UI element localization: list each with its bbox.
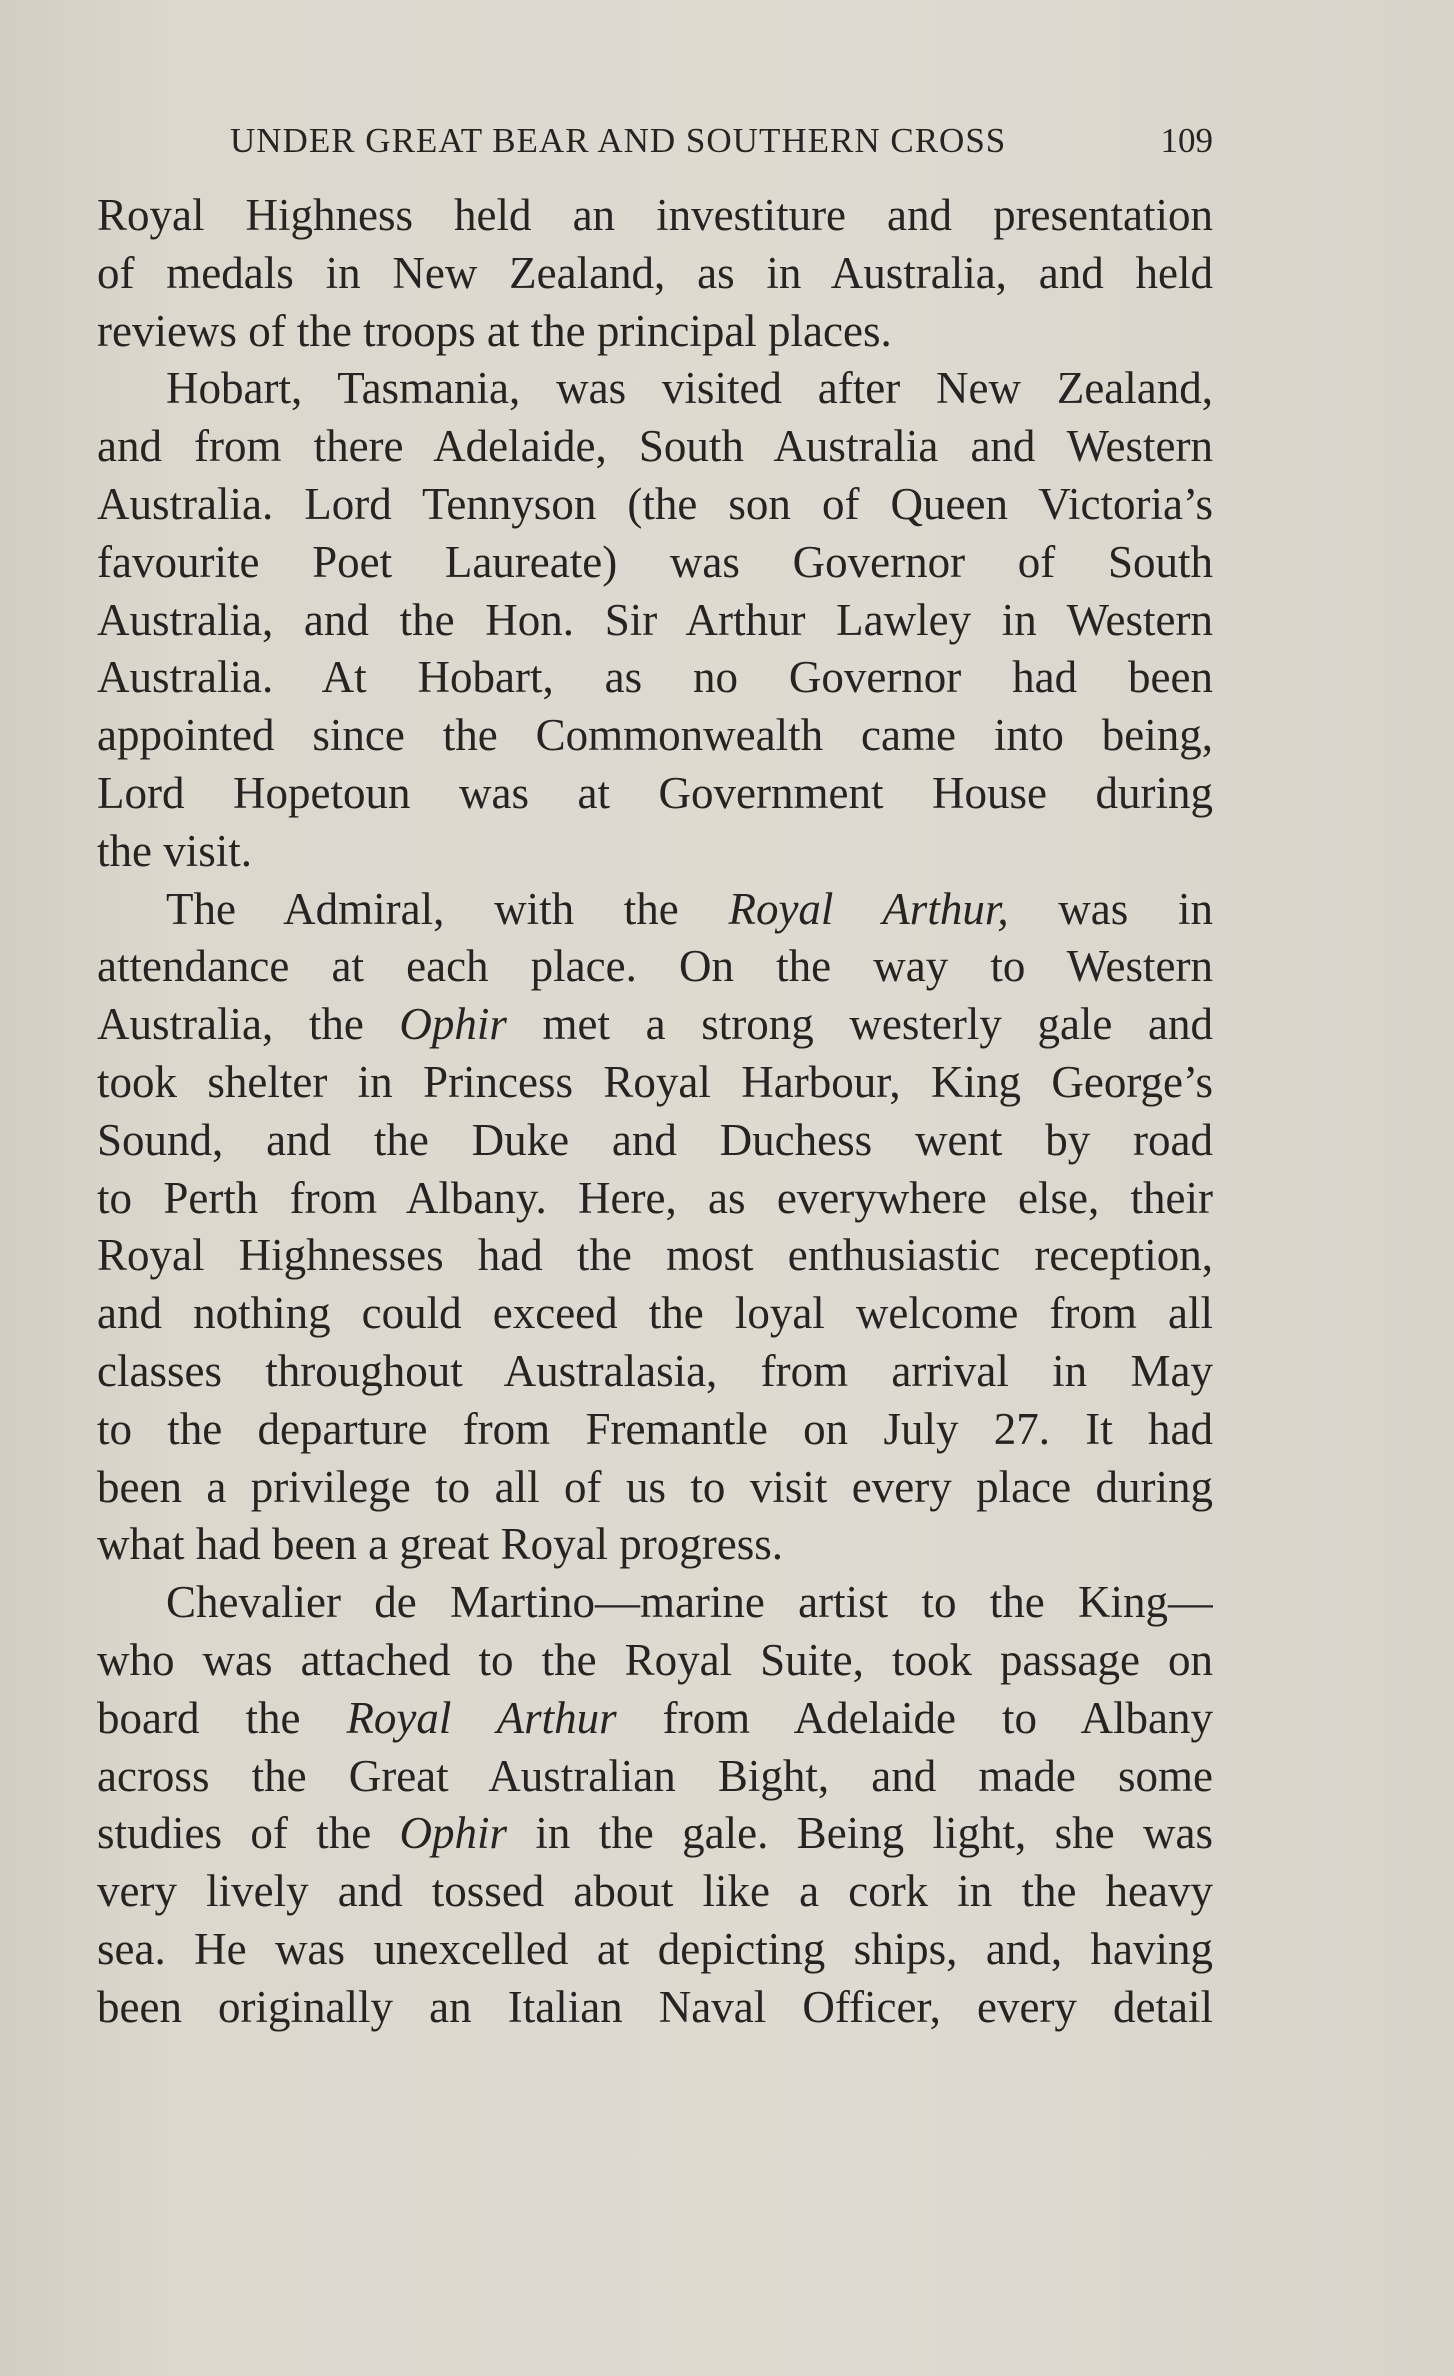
paragraph [97,1574,1213,2036]
text-segment: Chevalier de Martino—marine artist to the King— [166,1577,1213,1628]
text-segment: appointed since the Commonwealth came into being, [97,710,1213,761]
text-line [97,476,1213,534]
text-segment: been a privilege to all of us to visit every place during [97,1461,1213,1512]
text-line [97,1574,1213,1632]
text-segment: to Perth from Albany. Here, as everywhere else, their [97,1172,1213,1223]
text-line [97,765,1213,823]
text-segment: been originally an Italian Naval Officer, every detail [97,1981,1213,2032]
running-title: UNDER GREAT BEAR AND SOUTHERN CROSS [230,121,1007,160]
text-line [97,1863,1213,1921]
text-segment: Australia, and the Hon. Sir Arthur Lawley in Western [97,594,1213,645]
text-segment: Lord Hopetoun was at Government House during [97,767,1213,818]
text-segment: classes throughout Australasia, from arrival in May [97,1345,1213,1396]
text-segment: met a strong westerly gale and [506,999,1213,1050]
running-head [230,118,1213,164]
text-segment: in the gale. Being light, she was [507,1808,1213,1859]
text-segment: sea. He was unexcelled at depicting ships, and, having [97,1923,1213,1974]
text-segment: and nothing could exceed the loyal welcome from all [97,1288,1213,1339]
text-line [97,1459,1213,1517]
text-line [97,1112,1213,1170]
italic-text: Ophir [399,1808,508,1859]
text-line [97,1805,1213,1863]
text-segment: studies of the [97,1808,400,1859]
text-segment: and from there Adelaide, South Australia and Western [97,421,1213,472]
text-line [97,592,1213,650]
text-line [97,938,1213,996]
italic-text: Royal Arthur, [728,883,1009,934]
text-line [97,1748,1213,1806]
text-segment: Sound, and the Duke and Duchess went by road [97,1114,1213,1165]
text-line [97,1979,1213,2037]
text-segment: to the departure from Fremantle on July 27. It had [97,1403,1213,1454]
text-line [97,1054,1213,1112]
text-segment: across the Great Australian Bight, and made some [97,1750,1213,1801]
text-segment: was in [1008,883,1213,934]
text-segment: what had been a great Royal progress. [97,1519,784,1570]
text-line [97,1401,1213,1459]
text-segment: The Admiral, with the [166,883,729,934]
text-line [97,823,1213,881]
text-segment: Australia. At Hobart, as no Governor had been [97,652,1213,703]
text-line [97,996,1213,1054]
italic-text: Ophir [399,999,507,1050]
text-segment: very lively and tossed about like a cork in the heavy [97,1866,1213,1917]
text-segment: reviews of the troops at the principal places. [97,305,892,356]
text-segment: took shelter in Princess Royal Harbour, King George’s [97,1056,1213,1107]
paragraph [97,360,1213,880]
text-line [97,303,1213,361]
text-line [97,418,1213,476]
text-segment: Australia. Lord Tennyson (the son of Queen Victoria’s [97,478,1213,529]
text-line [97,1921,1213,1979]
text-segment: Australia, the [97,999,400,1050]
text-segment: the visit. [97,825,252,876]
text-segment: of medals in New Zealand, as in Australia, and held [97,247,1213,298]
text-line [97,1516,1213,1574]
text-line [97,534,1213,592]
text-segment: Royal Highness held an investiture and presentation [97,190,1213,240]
text-line [97,881,1213,939]
paragraph [97,187,1213,360]
text-line [97,360,1213,418]
text-segment: who was attached to the Royal Suite, took passage on [97,1634,1213,1685]
text-line [97,707,1213,765]
page-number: 109 [1160,121,1213,160]
text-line [97,1285,1213,1343]
text-line [97,1170,1213,1228]
text-segment: Hobart, Tasmania, was visited after New Zealand, [166,363,1213,414]
text-line [97,1632,1213,1690]
italic-text: Royal Arthur [346,1692,617,1743]
text-line [97,187,1213,245]
text-line [97,1227,1213,1285]
body-text [97,187,1213,2037]
text-segment: from Adelaide to Albany [616,1692,1213,1743]
paragraph [97,881,1213,1575]
text-line [97,649,1213,707]
text-segment: board the [97,1692,347,1743]
text-segment: Royal Highnesses had the most enthusiastic reception, [97,1230,1213,1281]
text-segment: attendance at each place. On the way to Western [97,941,1213,992]
text-line [97,1690,1213,1748]
text-segment: favourite Poet Laureate) was Governor of South [97,536,1213,587]
text-line [97,245,1213,303]
text-line [97,1343,1213,1401]
